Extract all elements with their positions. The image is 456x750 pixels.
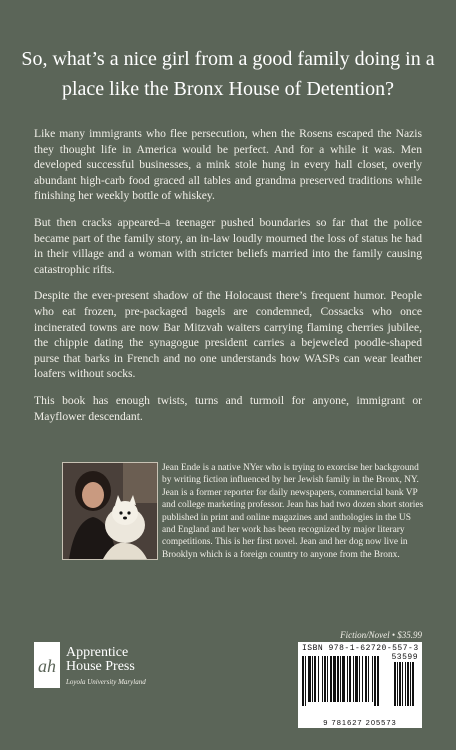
publisher-name-line1: Apprentice bbox=[66, 645, 129, 660]
barcode-bar bbox=[305, 656, 306, 706]
barcode-bar bbox=[302, 656, 304, 706]
blurb-paragraph-2: But then cracks appeared–a teenager pushed boundaries so far that the police became part of the family story, an in-law loudly mourned the loss of status he had in their village and a woman with stricter beliefs married into the family causing catastrophic rifts. bbox=[34, 215, 422, 276]
barcode-addon-bar bbox=[412, 662, 414, 706]
barcode-addon-bar bbox=[402, 662, 403, 706]
barcode-addon-bar bbox=[397, 662, 398, 706]
publisher-logo-mark: ah bbox=[38, 656, 56, 676]
barcode-addon-bar bbox=[405, 662, 406, 706]
barcode-icon bbox=[302, 656, 418, 714]
publisher-logo-icon bbox=[34, 642, 60, 688]
barcode-bar bbox=[314, 656, 316, 702]
publisher-imprint bbox=[34, 640, 254, 690]
back-cover-headline: So, what’s a nice girl from a good family doing in a place like the Bronx House of Detention? bbox=[21, 48, 435, 100]
barcode-bar bbox=[308, 656, 311, 702]
barcode-bar bbox=[372, 656, 373, 702]
barcode-bar bbox=[374, 656, 376, 706]
barcode-bar bbox=[318, 656, 319, 702]
barcode-bar bbox=[337, 656, 339, 702]
author-photo-illustration bbox=[63, 463, 157, 559]
genre-price: Fiction/Novel • $35.99 bbox=[340, 630, 422, 640]
barcode-bar bbox=[353, 656, 354, 702]
blurb-paragraph-1: Like many immigrants who flee persecution, when the Rosens escaped the Nazis they thought life in America would be perfect. And for a while it was. Men developed successful businesses, a mink stole hung in every hall closet, overly abundant high-carb food graced all tables and grandma preserved traditions while finishing her weekly bottle of whiskey. bbox=[34, 127, 422, 203]
isbn-number: ISBN 978-1-62720-557-3 bbox=[302, 644, 419, 653]
barcode-addon-bar bbox=[410, 662, 411, 706]
barcode-addon-bar bbox=[399, 662, 401, 706]
author-photo bbox=[62, 462, 158, 560]
barcode-bar bbox=[322, 656, 323, 702]
barcode-bar bbox=[377, 656, 379, 706]
barcode-addon-bar bbox=[394, 662, 396, 706]
publisher-name-line2: House Press bbox=[66, 659, 135, 674]
barcode-bar bbox=[312, 656, 313, 702]
author-bio: Jean Ende is a native NYer who is trying to exorcise her background by writing fiction influenced by her Jewish family in the Bronx, NY. Jean is a former reporter for daily newspapers, commercial bank VP and college marketing professor. Jean has had two dozen short stories published in print and online magazines and anthologies in the US and England and her work has been recognized by major literary competitions. This is her first novel. Jean and her dog now live in Brooklyn which is a foreign country to anyone from the Bronx. bbox=[162, 463, 424, 560]
barcode-digits: 9 781627 205573 bbox=[323, 718, 397, 727]
barcode-bar bbox=[359, 656, 360, 702]
isbn-addon: 53599 bbox=[391, 653, 418, 662]
barcode-bar bbox=[362, 656, 363, 702]
barcode-bar bbox=[365, 656, 367, 702]
blurb bbox=[34, 126, 422, 435]
blurb-paragraph-4: This book has enough twists, turns and turmoil for anyone, immigrant or Mayflower descendant. bbox=[34, 393, 422, 423]
barcode-bar bbox=[324, 656, 326, 702]
barcode-bar bbox=[349, 656, 351, 702]
barcode-bar bbox=[342, 656, 345, 702]
barcode-bar bbox=[327, 656, 328, 702]
barcode-bar bbox=[333, 656, 336, 702]
barcode-bar bbox=[330, 656, 332, 702]
publisher-affiliation: Loyola University Maryland bbox=[66, 678, 146, 686]
isbn-barcode bbox=[298, 642, 422, 728]
barcode-addon-bar bbox=[407, 662, 409, 706]
barcode-bar bbox=[347, 656, 348, 702]
barcode-bar bbox=[355, 656, 358, 702]
blurb-paragraph-3: Despite the ever-present shadow of the Holocaust there’s frequent humor. People who eat frozen, pre-packaged bagels are condemned, Cossacks who once incinerated towns are now Bar Mitzvah waiters carrying flaming cherries jubilee, the chippie dating the synagogue president carries a bejeweled poodle-shaped purse that barks in French and no one understands how WASPs can wear leather loafers without socks. bbox=[34, 289, 422, 381]
barcode-bar bbox=[368, 656, 369, 702]
barcode-bar bbox=[340, 656, 341, 702]
publisher-name bbox=[66, 646, 135, 674]
